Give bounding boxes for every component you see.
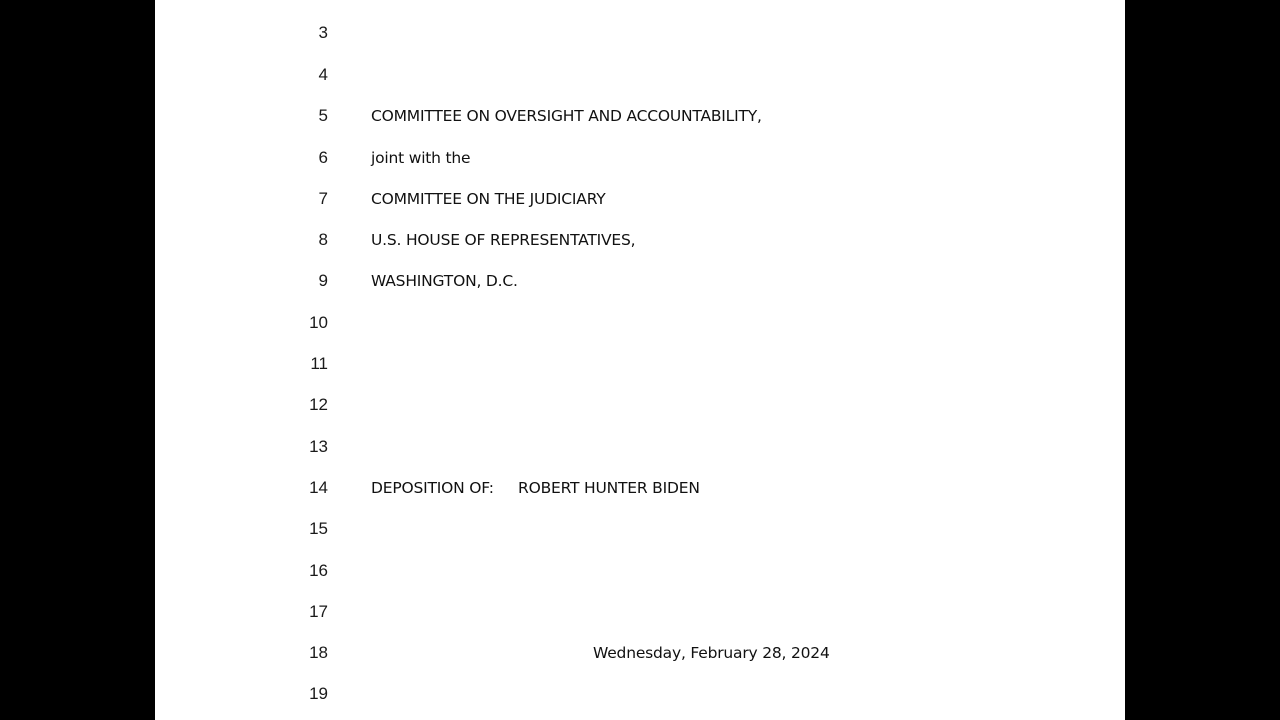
- line-number: 14: [309, 478, 328, 497]
- deposition-label: DEPOSITION OF:: [371, 479, 494, 497]
- judiciary-heading: COMMITTEE ON THE JUDICIARY: [371, 190, 606, 208]
- line-17: [155, 597, 1125, 627]
- line-number: 5: [318, 106, 328, 125]
- line-7: [155, 184, 1125, 214]
- committee-heading: COMMITTEE ON OVERSIGHT AND ACCOUNTABILITY,: [371, 107, 762, 125]
- line-11: [155, 349, 1125, 379]
- line-number: 16: [309, 561, 328, 580]
- joint-text: joint with the: [371, 149, 471, 167]
- line-number: 3: [318, 23, 328, 42]
- transcript-page: [155, 0, 1125, 720]
- line-3: [155, 18, 1125, 48]
- deposition-date: Wednesday, February 28, 2024: [593, 644, 830, 662]
- city-heading: WASHINGTON, D.C.: [371, 272, 518, 290]
- line-14: [155, 473, 1125, 503]
- line-number: 4: [318, 65, 328, 84]
- line-9: [155, 266, 1125, 296]
- line-number: 11: [310, 354, 328, 373]
- deponent-name: ROBERT HUNTER BIDEN: [518, 479, 700, 497]
- house-heading: U.S. HOUSE OF REPRESENTATIVES,: [371, 231, 636, 249]
- line-number: 10: [309, 313, 328, 332]
- line-16: [155, 556, 1125, 586]
- line-8: [155, 225, 1125, 255]
- line-number: 15: [309, 519, 328, 538]
- line-number: 12: [309, 395, 328, 414]
- line-number: 7: [318, 189, 328, 208]
- line-12: [155, 390, 1125, 420]
- line-19: [155, 679, 1125, 709]
- line-15: [155, 514, 1125, 544]
- line-18: [155, 638, 1125, 668]
- line-number: 17: [309, 602, 328, 621]
- line-10: [155, 308, 1125, 338]
- line-number: 18: [309, 643, 328, 662]
- line-6: [155, 143, 1125, 173]
- line-number: 9: [318, 271, 328, 290]
- line-number: 8: [318, 230, 328, 249]
- line-number: 6: [318, 148, 328, 167]
- line-13: [155, 432, 1125, 462]
- line-number: 13: [309, 437, 328, 456]
- line-4: [155, 60, 1125, 90]
- line-5: [155, 101, 1125, 131]
- line-number: 19: [309, 684, 328, 703]
